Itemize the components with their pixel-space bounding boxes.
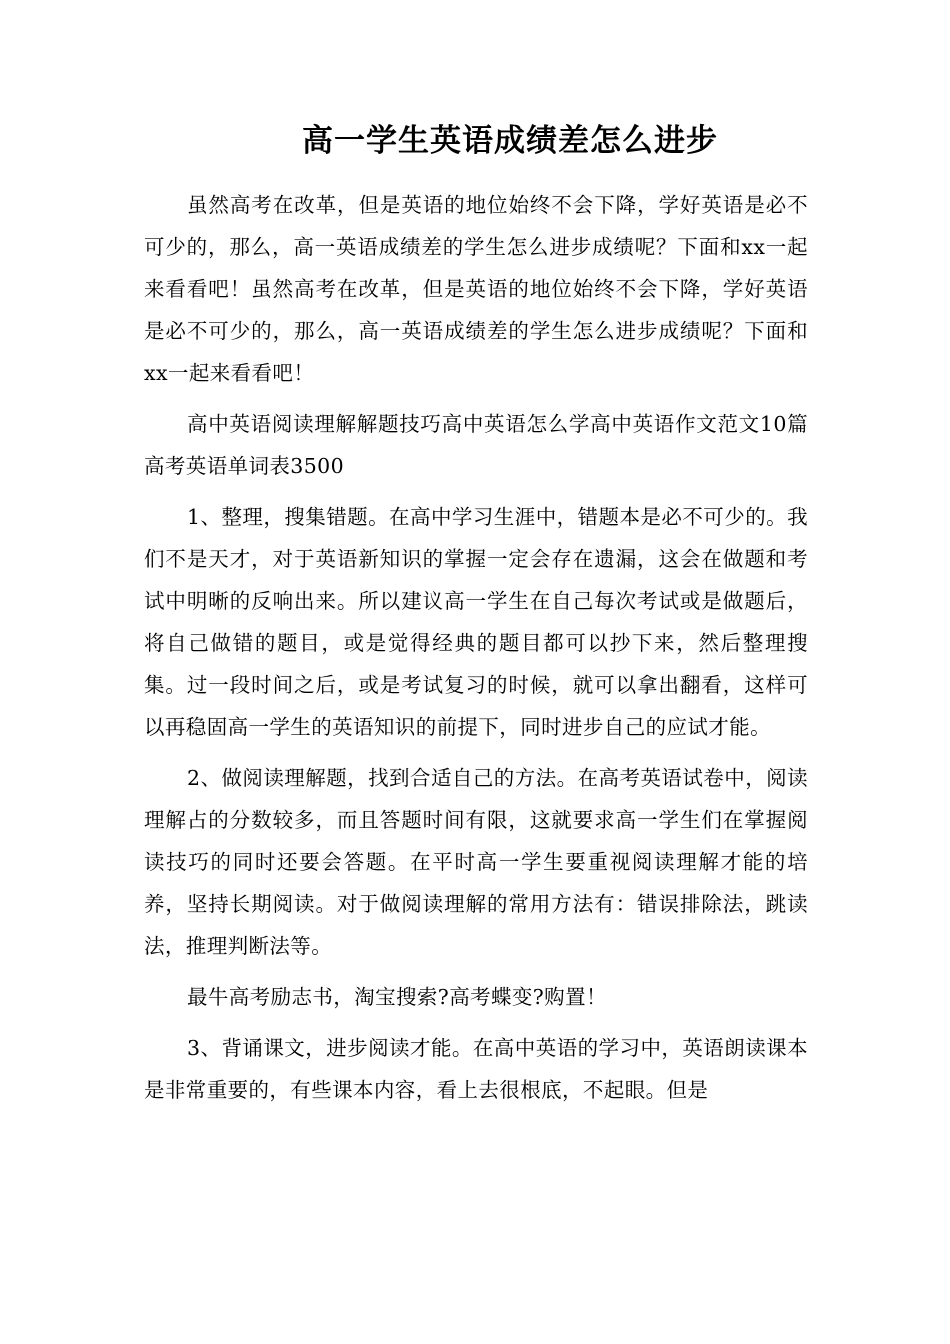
- paragraph-tip-3: 3、背诵课文，进步阅读才能。在高中英语的学习中，英语朗读课本是非常重要的，有些课本内容，看上去很根底，不起眼。但是: [144, 1036, 808, 1102]
- paragraph-promo: 最牛高考励志书，淘宝搜索?高考蝶变?购置！: [187, 985, 607, 1009]
- paragraph-related-links: 高中英语阅读理解解题技巧高中英语怎么学高中英语作文范文10篇高考英语单词表3500: [144, 412, 808, 478]
- document-body: [144, 184, 808, 1120]
- document-title: 高一学生英语成绩差怎么进步: [302, 123, 718, 159]
- paragraph-tip-1: 1、整理，搜集错题。在高中学习生涯中，错题本是必不可少的。我们不是天才，对于英语新知识的掌握一定会存在遗漏，这会在做题和考试中明晰的反响出来。所以建议高一学生在自己每次考试或是做题后，将自己做错的题目，或是觉得经典的题目都可以抄下来，然后整理搜集。过一段时间之后，或是考试复习的时候，就可以拿出翻看，这样可以再稳固高一学生的英语知识的前提下，同时进步自己的应试才能。: [144, 505, 808, 739]
- paragraph-intro: 虽然高考在改革，但是英语的地位始终不会下降，学好英语是必不可少的，那么，高一英语成绩差的学生怎么进步成绩呢？下面和xx一起来看看吧！虽然高考在改革，但是英语的地位始终不会下降，学好英语是必不可少的，那么，高一英语成绩差的学生怎么进步成绩呢？下面和xx一起来看看吧！: [144, 193, 808, 385]
- paragraph-tip-2: 2、做阅读理解题，找到合适自己的方法。在高考英语试卷中，阅读理解占的分数较多，而且答题时间有限，这就要求高一学生们在掌握阅读技巧的同时还要会答题。在平时高一学生要重视阅读理解才能的培养，坚持长期阅读。对于做阅读理解的常用方法有：错误排除法，跳读法，推理判断法等。: [144, 766, 808, 958]
